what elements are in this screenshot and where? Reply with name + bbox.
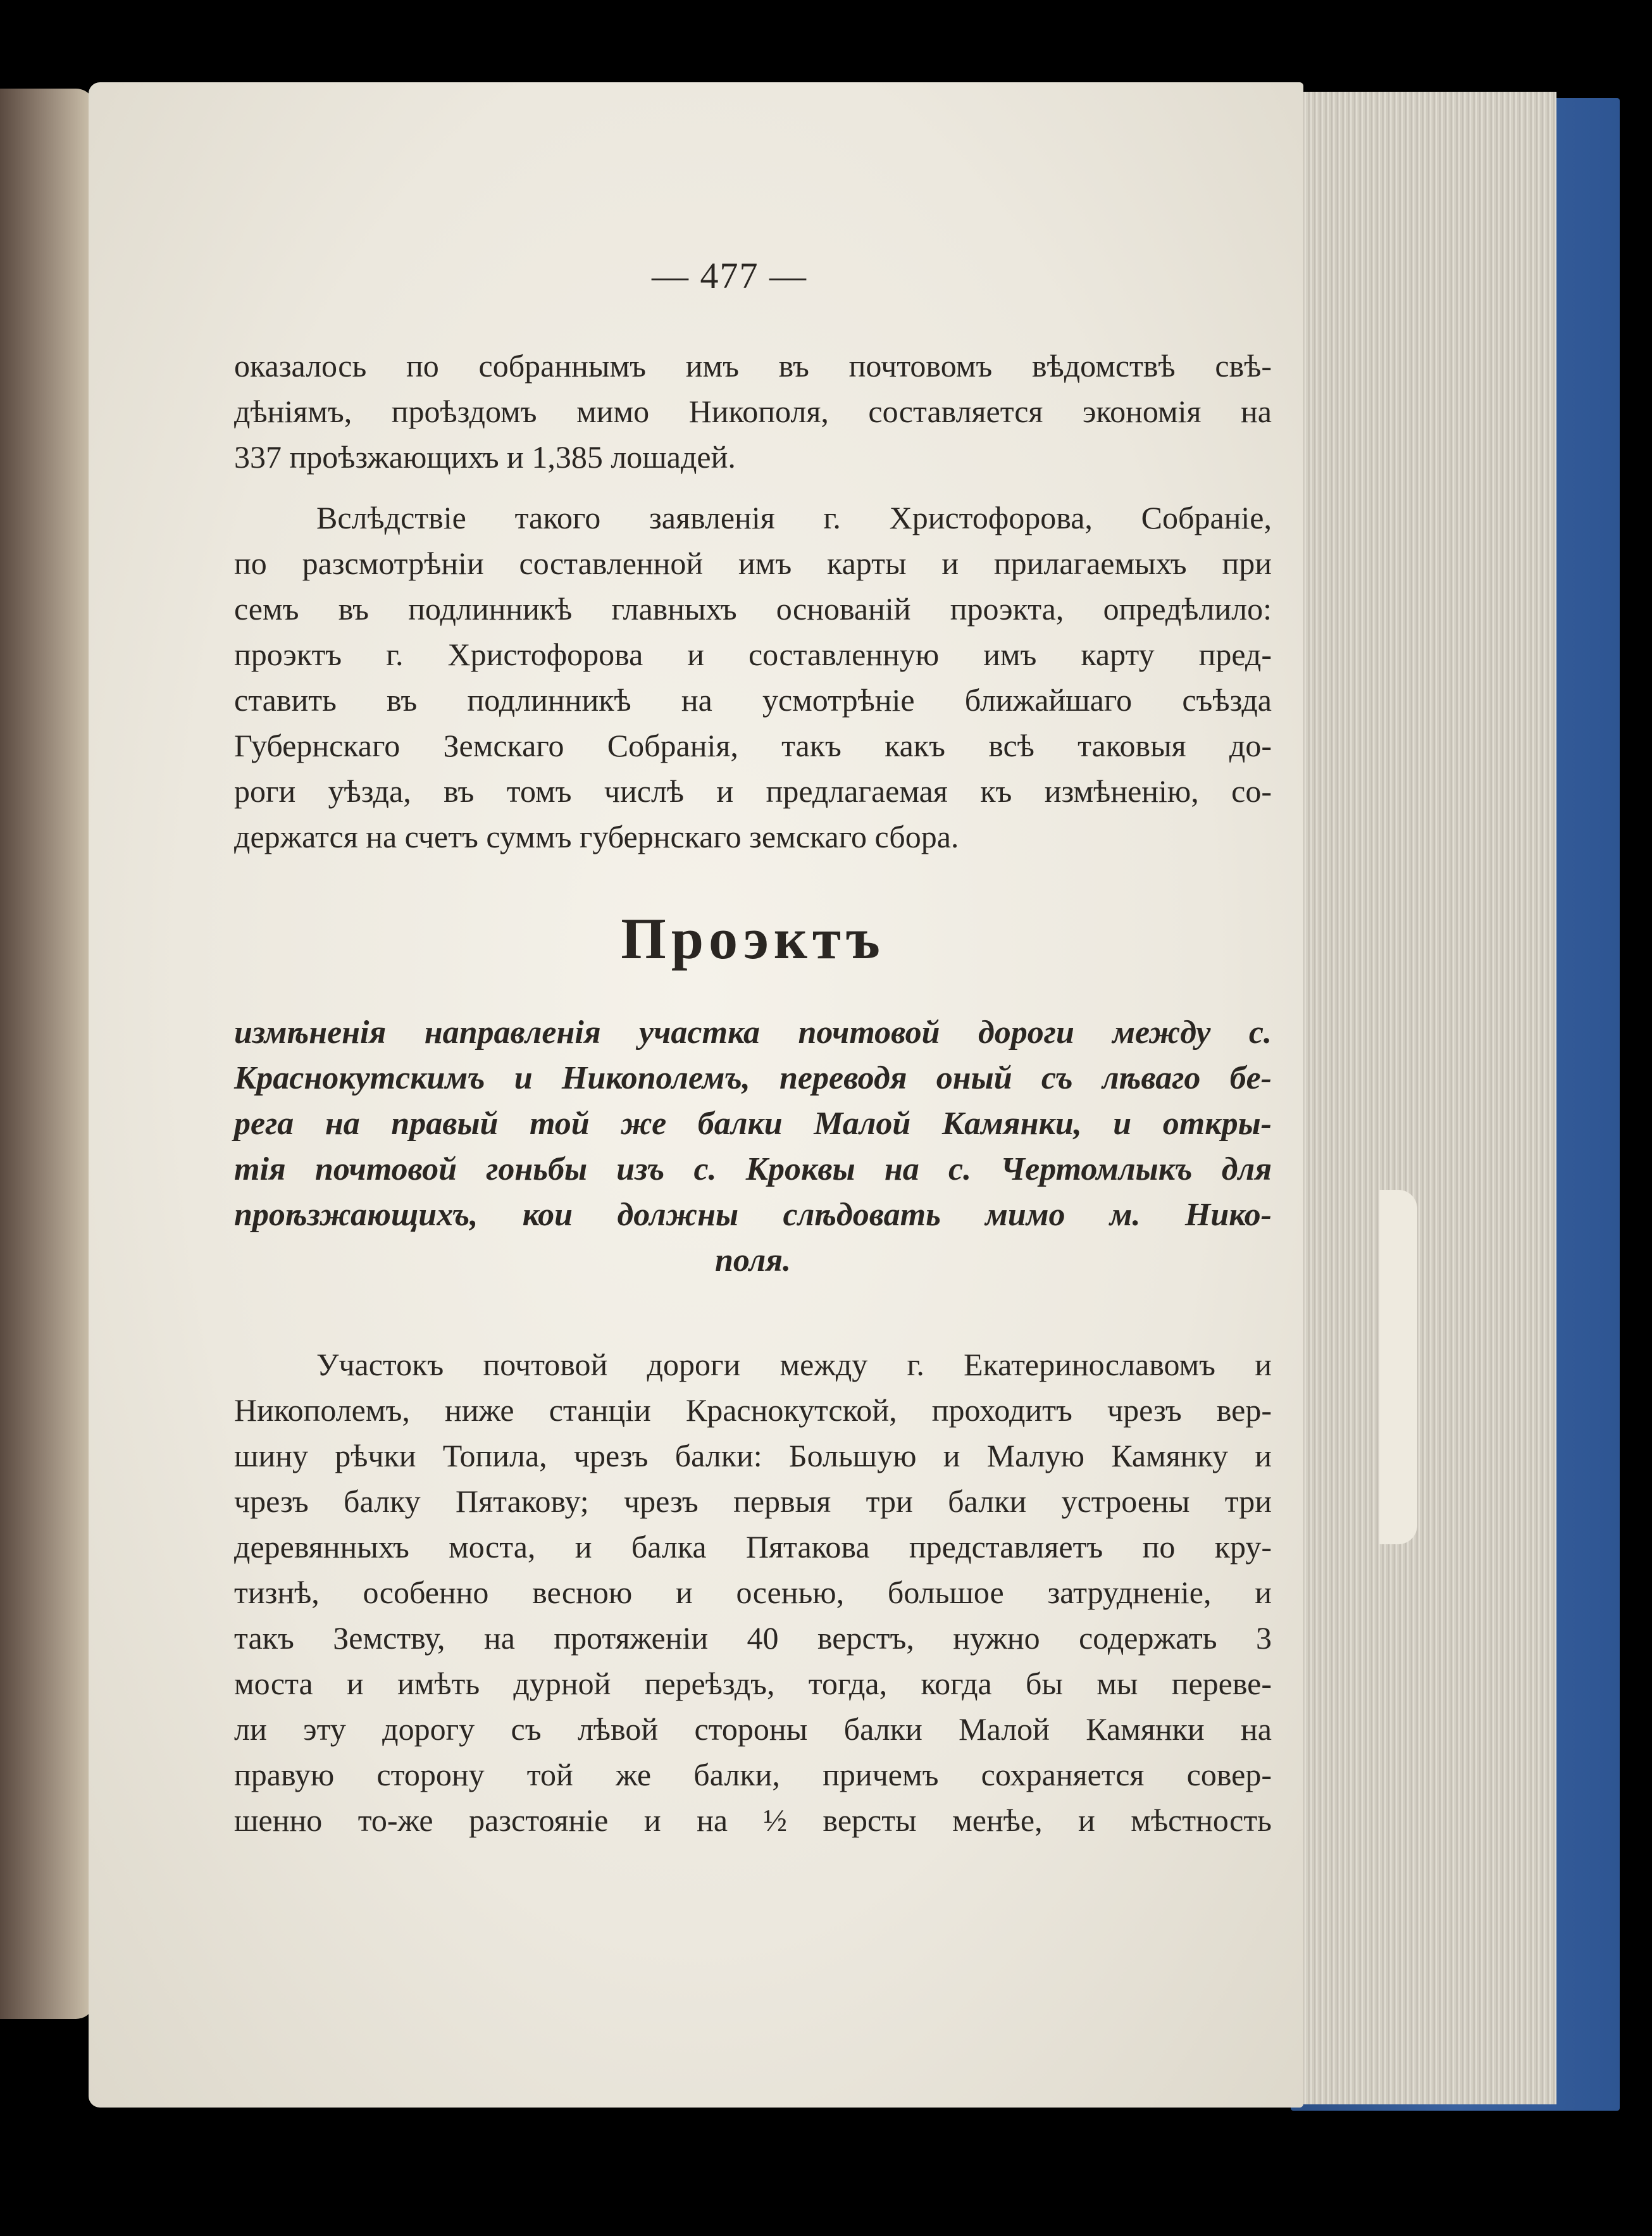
page-edge-tab [1379,1190,1417,1544]
left-page-edge [0,89,95,2019]
subtitle-line: проѣзжающихъ, кои должны слѣдовать мимо м. Нико- [234,1197,1272,1233]
text-line: семъ въ подлинникѣ главныхъ основаній проэкта, опредѣлило: [234,591,1272,627]
text-line: такъ Земству, на протяженіи 40 верстъ, нужно содержать 3 [234,1620,1272,1656]
section-subtitle [234,1010,1272,1284]
text-line: оказалось по собраннымъ имъ въ почтовомъ вѣдомствѣ свѣ- [234,348,1272,384]
paragraph-3 [234,1342,1272,1843]
text-line: Никополемъ, ниже станціи Краснокутской, проходитъ чрезъ вер- [234,1392,1272,1428]
text-line: ли эту дорогу съ лѣвой стороны балки Малой Камянки на [234,1711,1272,1747]
text-line: правую сторону той же балки, причемъ сохраняется совер- [234,1757,1272,1792]
text-line: проэктъ г. Христофорова и составленную имъ карту пред- [234,637,1272,672]
text-line: шенно то-же разстояніе и на ½ версты менѣе, и мѣстность [234,1802,1272,1838]
subtitle-line: тія почтовой гоньбы изъ с. Кроквы на с. Чертомлыкъ для [234,1151,1272,1187]
subtitle-line: поля. [714,1242,792,1278]
text-line: чрезъ балку Пятакову; чрезъ первыя три балки устроены три [234,1483,1272,1519]
text-line: 337 проѣзжающихъ и 1,385 лошадей. [234,439,736,475]
text-line: Вслѣдствіе такого заявленія г. Христофорова, Собраніе, [316,500,1272,535]
text-line: ставить въ подлинникѣ на усмотрѣніе ближайшаго съѣзда [234,682,1272,718]
text-line: деревянныхъ моста, и балка Пятакова представляетъ по кру- [234,1529,1272,1565]
subtitle-line: рега на правый той же балки Малой Камянки, и откры- [234,1106,1272,1142]
text-line: роги уѣзда, въ томъ числѣ и предлагаемая къ измѣненію, со- [234,773,1272,809]
text-line: тизнѣ, особенно весною и осенью, большое затрудненіе, и [234,1575,1272,1610]
section-heading: Проэктъ [621,906,885,971]
subtitle-line: измѣненія направленія участка почтовой дороги между с. [234,1015,1272,1051]
page-number: — 477 — [652,255,807,296]
paragraph-1 [234,343,1272,480]
paragraph-2 [234,495,1272,859]
page-edges [1284,92,1556,2104]
text-line: Участокъ почтовой дороги между г. Екатеринославомъ и [316,1347,1272,1382]
text-line: по разсмотрѣніи составленной имъ карты и прилагаемыхъ при [234,546,1272,581]
subtitle-line: Краснокутскимъ и Никополемъ, переводя оный съ лѣваго бе- [234,1060,1272,1096]
text-line: Губернскаго Земскаго Собранія, такъ какъ всѣ таковыя до- [234,728,1272,763]
text-line: моста и имѣть дурной переѣздъ, тогда, когда бы мы переве- [234,1666,1272,1701]
text-line: шину рѣчки Топила, чрезъ балки: Большую и Малую Камянку и [234,1438,1272,1473]
book-page [89,82,1303,2108]
text-line: дѣніямъ, проѣздомъ мимо Никополя, составляется экономія на [234,394,1272,429]
text-line: держатся на счетъ суммъ губернскаго земскаго сбора. [234,819,959,854]
